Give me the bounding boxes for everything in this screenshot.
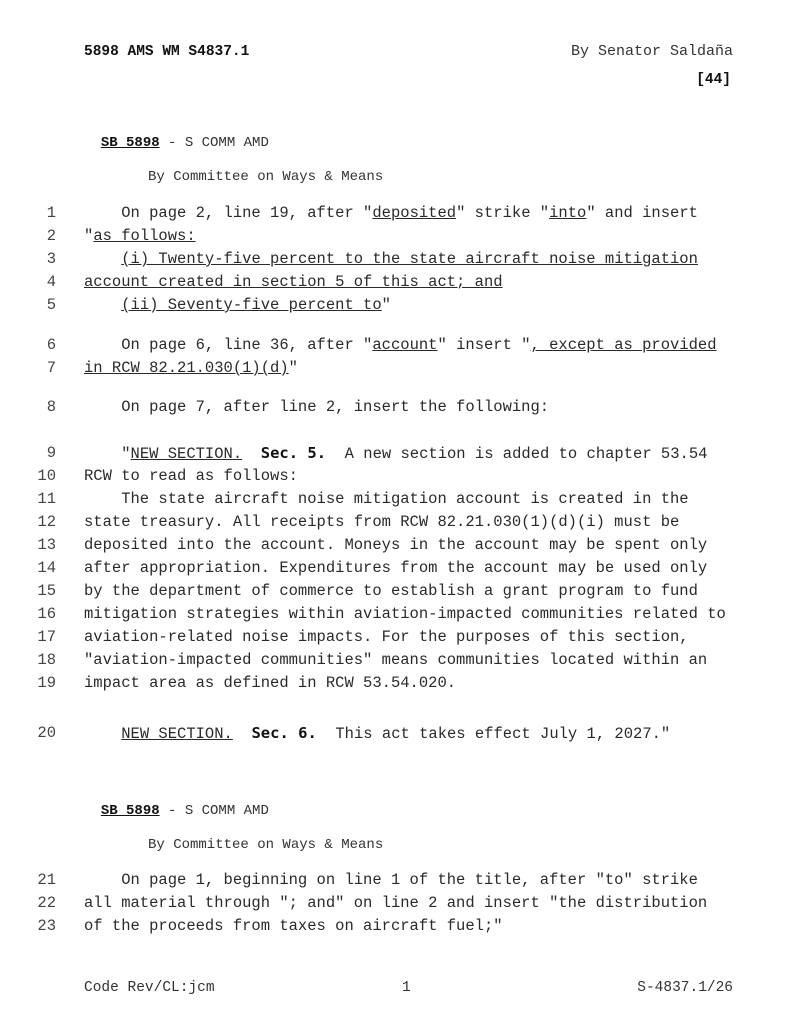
line-number: 7: [46, 359, 56, 377]
text-segment: impact area as defined in RCW 53.54.020.: [84, 674, 457, 692]
line-number: 8: [46, 398, 56, 416]
document-line: [0, 225, 791, 248]
amendment-number: [44]: [696, 72, 731, 88]
document-line: [0, 271, 791, 294]
line-text: [84, 534, 734, 557]
line-number: 22: [37, 894, 56, 912]
document-line: [0, 357, 791, 380]
line-text: [84, 396, 734, 419]
line-text: [84, 869, 734, 892]
document-line: [0, 334, 791, 357]
text-segment: [84, 725, 121, 743]
line-text: [84, 892, 734, 915]
line-text: [84, 580, 734, 603]
line-number: 1: [46, 204, 56, 222]
line-number: 13: [37, 536, 56, 554]
line-text: [84, 915, 734, 938]
text-segment: [84, 296, 121, 314]
inserted-text: account: [372, 336, 438, 354]
bill-number: SB 5898: [100, 803, 160, 819]
text-segment: This act takes effect July 1, 2027.": [316, 725, 671, 743]
footer-doc-id: S-4837.1/26: [637, 980, 733, 996]
line-text: [84, 294, 734, 317]
inserted-text: account created in section 5 of this act; and: [84, 273, 503, 291]
amendment-type: - S COMM AMD: [159, 135, 269, 151]
line-number: 9: [46, 444, 56, 462]
sponsor: By Senator Saldaña: [570, 43, 733, 60]
inserted-text: , except as provided: [530, 336, 717, 354]
document-line: [0, 294, 791, 317]
inserted-text: NEW SECTION.: [130, 445, 243, 463]
text-segment: RCW to read as follows:: [84, 467, 298, 485]
document-line: [0, 915, 791, 938]
bill-number: SB 5898: [100, 135, 160, 151]
inserted-text: (ii) Seventy-five percent to: [121, 296, 382, 314]
line-number: 14: [37, 559, 56, 577]
text-segment: deposited into the account. Moneys in the account may be spent only: [84, 536, 708, 554]
text-segment: ": [381, 296, 391, 314]
line-text: [84, 357, 734, 380]
line-number: 23: [37, 917, 56, 935]
text-segment: [242, 445, 261, 463]
line-number: 5: [46, 296, 56, 314]
committee-label: By Committee on Ways & Means: [148, 169, 384, 185]
line-number: 4: [46, 273, 56, 291]
inserted-text: NEW SECTION.: [121, 725, 233, 743]
line-number: 3: [46, 250, 56, 268]
line-text: [84, 603, 734, 626]
document-code: 5898 AMS WM S4837.1: [84, 44, 250, 60]
text-segment: ": [84, 445, 131, 463]
text-segment: aviation-related noise impacts. For the purposes of this section,: [84, 628, 689, 646]
line-number: 11: [37, 490, 56, 508]
text-segment: " strike ": [456, 204, 550, 222]
line-number: 10: [37, 467, 56, 485]
amendment-type: - S COMM AMD: [159, 803, 269, 819]
section-number: Sec. 6.: [251, 724, 317, 742]
text-segment: after appropriation. Expenditures from the account may be used only: [84, 559, 708, 577]
document-line: [0, 672, 791, 695]
line-text: [84, 488, 734, 511]
text-segment: ": [288, 359, 298, 377]
line-text: [84, 465, 734, 488]
line-text: [84, 248, 734, 271]
text-segment: by the department of commerce to establish a grant program to fund: [84, 582, 698, 600]
document-line: [0, 603, 791, 626]
line-text: [84, 722, 734, 746]
footer-code-rev: Code Rev/CL:jcm: [84, 980, 215, 996]
line-number: 15: [37, 582, 56, 600]
document-line: [0, 202, 791, 225]
text-segment: [233, 725, 252, 743]
inserted-text: (i) Twenty-five percent to the state aircraft noise mitigation: [121, 250, 698, 268]
document-line: [0, 580, 791, 603]
document-line: [0, 442, 791, 465]
document-line: [0, 465, 791, 488]
text-segment: " insert ": [437, 336, 531, 354]
line-number: 17: [37, 628, 56, 646]
text-segment: On page 6, line 36, after ": [84, 336, 373, 354]
text-segment: mitigation strategies within aviation-impacted communities related to: [84, 605, 726, 623]
line-text: [84, 511, 734, 534]
document-line: [0, 511, 791, 534]
text-segment: On page 1, beginning on line 1 of the title, after "to" strike: [84, 871, 698, 889]
text-segment: state treasury. All receipts from RCW 82.21.030(1)(d)(i) must be: [84, 513, 680, 531]
line-number: 16: [37, 605, 56, 623]
line-number: 6: [46, 336, 56, 354]
line-number: 21: [37, 871, 56, 889]
line-number: 20: [37, 724, 56, 742]
document-line: [0, 722, 791, 745]
text-segment: On page 2, line 19, after ": [84, 204, 373, 222]
text-segment: all material through "; and" on line 2 and insert "the distribution: [84, 894, 708, 912]
committee-label: By Committee on Ways & Means: [148, 837, 384, 853]
document-line: [0, 534, 791, 557]
text-segment: [84, 250, 121, 268]
document-line: [0, 626, 791, 649]
document-line: [0, 488, 791, 511]
document-line: [0, 892, 791, 915]
text-segment: A new section is added to chapter 53.54: [326, 445, 708, 463]
line-text: [84, 649, 734, 672]
line-text: [84, 271, 734, 294]
document-line: [0, 649, 791, 672]
text-segment: The state aircraft noise mitigation account is created in the: [84, 490, 689, 508]
text-segment: On page 7, after line 2, insert the following:: [84, 398, 550, 416]
amendment-heading-2: [84, 786, 383, 871]
line-text: [84, 442, 734, 466]
line-text: [84, 626, 734, 649]
text-segment: of the proceeds from taxes on aircraft fuel;": [84, 917, 503, 935]
text-segment: "aviation-impacted communities" means communities located within an: [84, 651, 708, 669]
line-text: [84, 557, 734, 580]
line-text: [84, 672, 734, 695]
inserted-text: in RCW 82.21.030(1)(d): [84, 359, 289, 377]
inserted-text: as follows:: [93, 227, 196, 245]
document-line: [0, 869, 791, 892]
text-segment: ": [84, 227, 94, 245]
line-text: [84, 225, 734, 248]
document-line: [0, 557, 791, 580]
line-number: 12: [37, 513, 56, 531]
section-number: Sec. 5.: [260, 444, 327, 462]
document-line: [0, 396, 791, 419]
line-number: 19: [37, 674, 56, 692]
footer-page-number: 1: [402, 980, 411, 996]
line-text: [84, 334, 734, 357]
line-number: 2: [46, 227, 56, 245]
amendment-heading-1: [84, 118, 383, 203]
line-number: 18: [37, 651, 56, 669]
line-text: [84, 202, 734, 225]
inserted-text: into: [549, 204, 587, 222]
text-segment: " and insert: [586, 204, 698, 222]
inserted-text: deposited: [372, 204, 457, 222]
document-line: [0, 248, 791, 271]
